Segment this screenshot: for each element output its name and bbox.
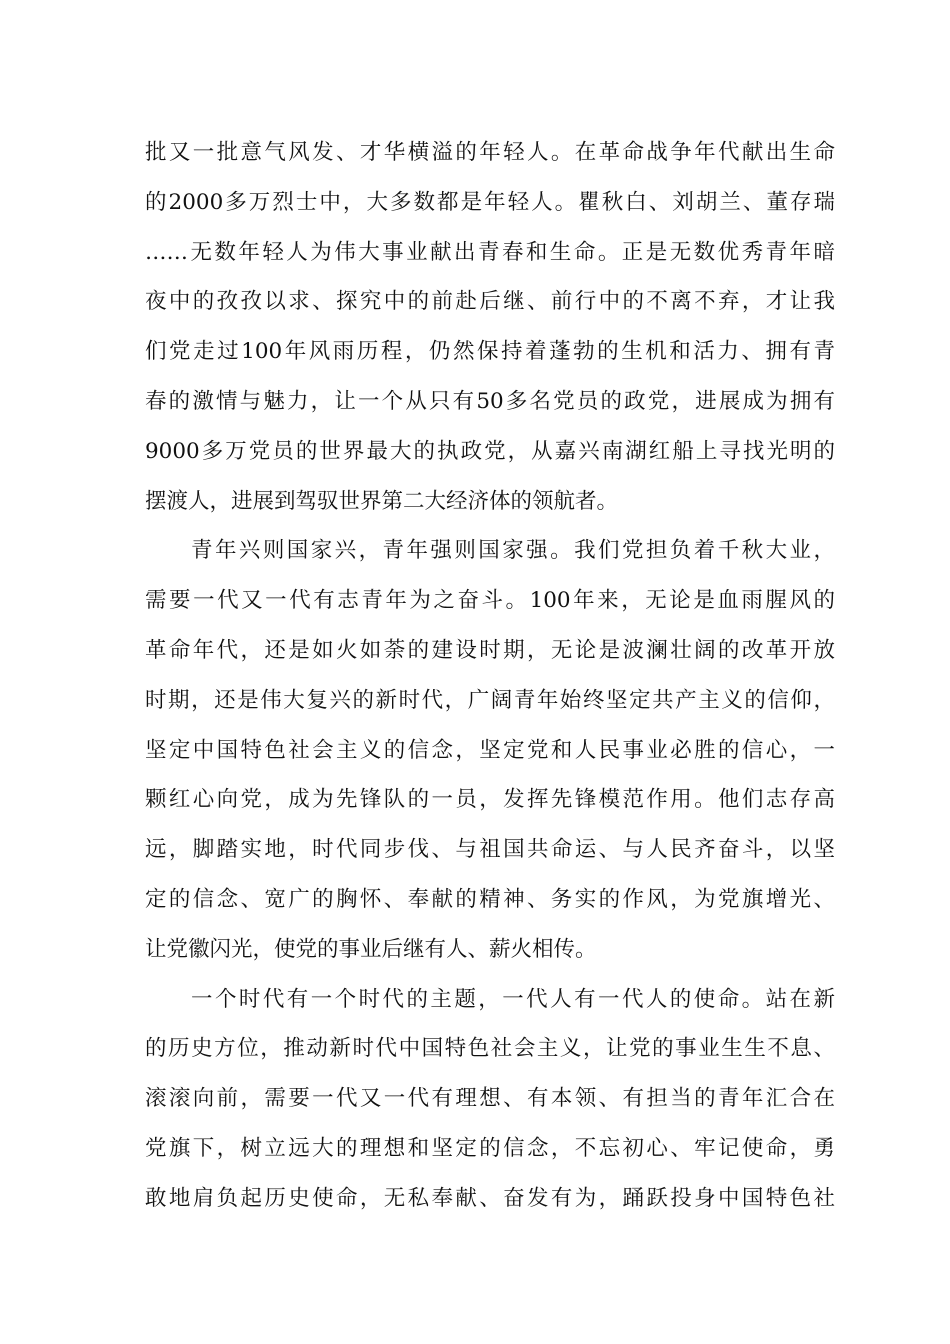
text-line: ……无数年轻人为伟大事业献出青春和生命。正是无数优秀青年暗: [145, 239, 835, 265]
text-line: 们党走过100年风雨历程，仍然保持着蓬勃的生机和活力、拥有青: [145, 339, 835, 365]
text-line: 坚定中国特色社会主义的信念，坚定党和人民事业必胜的信心，一: [145, 737, 835, 763]
text-line: 滚滚向前，需要一代又一代有理想、有本领、有担当的青年汇合在: [145, 1086, 835, 1112]
text-line: 时期，还是伟大复兴的新时代，广阔青年始终坚定共产主义的信仰，: [145, 687, 835, 713]
text-line: 夜中的孜孜以求、探究中的前赴后继、前行中的不离不弃，才让我: [145, 289, 835, 315]
text-line: 颗红心向党，成为先锋队的一员，发挥先锋模范作用。他们志存高: [145, 787, 835, 813]
text-line: 革命年代，还是如火如荼的建设时期，无论是波澜壮阔的改革开放: [145, 637, 835, 663]
text-line: 批又一批意气风发、才华横溢的年轻人。在革命战争年代献出生命: [145, 140, 835, 165]
text-line: 党旗下，树立远大的理想和坚定的信念，不忘初心、牢记使命，勇: [145, 1135, 835, 1161]
text-line: 摆渡人，进展到驾驭世界第二大经济体的领航者。: [145, 488, 619, 514]
text-line: 9000多万党员的世界最大的执政党，从嘉兴南湖红船上寻找光明的: [145, 438, 835, 464]
text-line: 让党徽闪光，使党的事业后继有人、薪火相传。: [145, 936, 597, 962]
text-line: 青年兴则国家兴，青年强则国家强。我们党担负着千秋大业，: [191, 538, 835, 564]
text-line: 一个时代有一个时代的主题，一代人有一代人的使命。站在新: [191, 986, 835, 1012]
text-line: 的2000多万烈士中，大多数都是年轻人。瞿秋白、刘胡兰、董存瑞: [145, 189, 835, 215]
text-line: 需要一代又一代有志青年为之奋斗。100年来，无论是血雨腥风的: [145, 588, 835, 614]
text-line: 春的激情与魅力，让一个从只有50多名党员的政党，进展成为拥有: [145, 388, 835, 414]
text-line: 敢地肩负起历史使命，无私奉献、奋发有为，踊跃投身中国特色社: [145, 1185, 835, 1211]
text-line: 的历史方位，推动新时代中国特色社会主义，让党的事业生生不息、: [145, 1036, 835, 1062]
text-line: 定的信念、宽广的胸怀、奉献的精神、务实的作风，为党旗增光、: [145, 886, 835, 912]
text-line: 远，脚踏实地，时代同步伐、与祖国共命运、与人民齐奋斗，以坚: [145, 837, 835, 863]
body-text: [145, 128, 835, 1224]
